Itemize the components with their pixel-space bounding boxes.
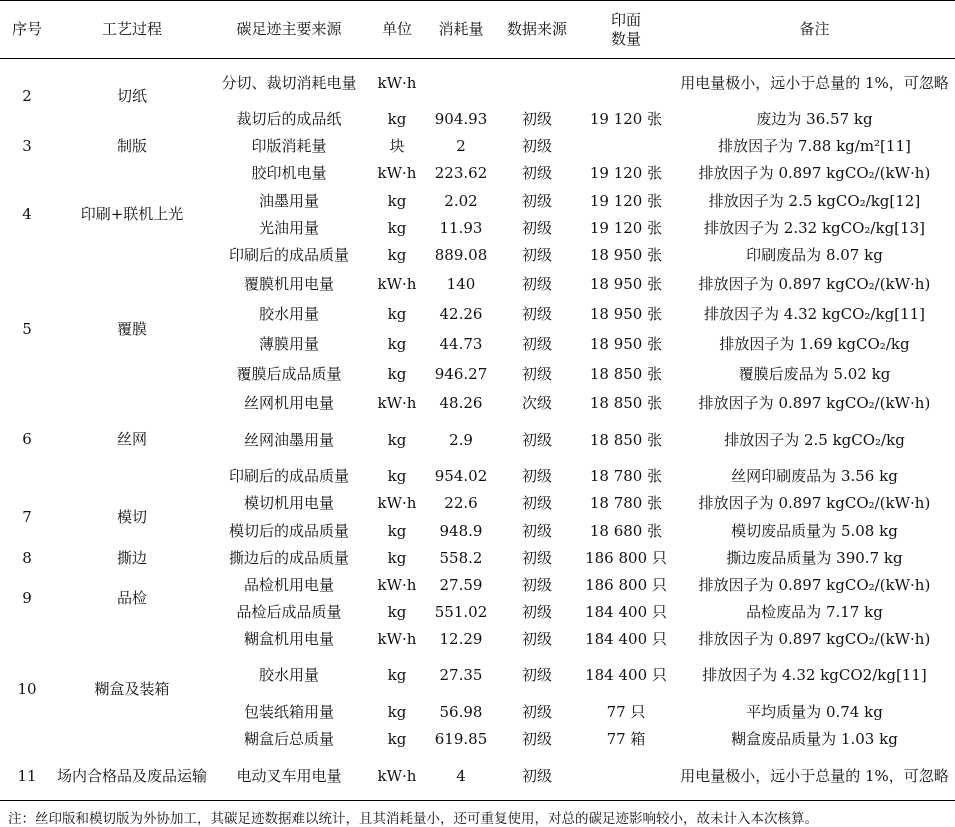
cell-print-qty: 186 800 只 — [585, 575, 667, 594]
cell-source: 印版消耗量 — [251, 136, 327, 155]
cell-unit: kW·h — [377, 629, 417, 648]
cell-unit: kW·h — [368, 753, 426, 801]
table-row — [0, 389, 955, 418]
header-seq: 序号 — [0, 1, 54, 59]
table-row — [0, 160, 955, 188]
cell-note: 排放因子为 0.897 kgCO₂/(kW·h) — [698, 629, 931, 648]
cell-data-source — [496, 59, 578, 107]
cell-consumption: 551.02 — [434, 602, 488, 621]
cell-consumption: 948.9 — [439, 521, 483, 540]
cell-note: 撕边废品质量为 390.7 kg — [726, 548, 903, 567]
cell-seq: 10 — [17, 679, 37, 698]
cell-consumption: 12.29 — [439, 629, 483, 648]
table-row — [0, 490, 955, 518]
cell-unit: kW·h — [377, 393, 417, 412]
cell-print-qty — [578, 59, 674, 107]
cell-print-qty: 19 120 张 — [589, 191, 663, 210]
cell-consumption: 4 — [426, 753, 496, 801]
cell-note: 排放因子为 0.897 kgCO₂/(kW·h) — [698, 494, 931, 513]
cell-data-source: 初级 — [521, 521, 552, 540]
header-process: 工艺过程 — [54, 1, 210, 59]
cell-source: 品检机用电量 — [243, 575, 334, 594]
cell-unit: kg — [387, 335, 407, 354]
cell-seq: 9 — [22, 589, 32, 608]
header-data-source: 数据来源 — [496, 1, 578, 59]
cell-unit: kg — [387, 702, 407, 721]
cell-note: 糊盒废品质量为 1.03 kg — [731, 729, 898, 748]
header-unit: 单位 — [368, 1, 426, 59]
cell-print-qty: 19 120 张 — [589, 110, 663, 129]
cell-unit: kg — [387, 246, 407, 265]
table-row — [0, 545, 955, 572]
cell-data-source: 初级 — [521, 629, 552, 648]
cell-note: 覆膜后废品为 5.02 kg — [738, 364, 891, 383]
table-row — [0, 626, 955, 653]
cell-process: 覆膜 — [116, 319, 147, 338]
cell-source: 电动叉车用电量 — [210, 753, 368, 801]
cell-seq: 3 — [22, 136, 32, 155]
cell-print-qty: 18 950 张 — [589, 305, 663, 324]
cell-source: 丝网油墨用量 — [243, 430, 334, 449]
cell-data-source: 初级 — [521, 430, 552, 449]
cell-seq: 4 — [22, 205, 32, 224]
cell-note: 排放因子为 2.5 kgCO₂/kg[12] — [708, 191, 921, 210]
cell-unit: kg — [387, 364, 407, 383]
cell-source: 裁切后的成品纸 — [236, 110, 342, 129]
cell-note: 排放因子为 2.32 kgCO₂/kg[13] — [704, 218, 925, 237]
table-row — [0, 572, 955, 599]
cell-unit: kg — [387, 521, 407, 540]
table-header-row — [0, 1, 955, 59]
cell-note: 排放因子为 2.5 kgCO₂/kg — [724, 430, 905, 449]
cell-print-qty: 77 只 — [606, 702, 646, 721]
cell-unit: kW·h — [377, 164, 417, 183]
cell-unit: kg — [387, 430, 407, 449]
cell-unit: kg — [387, 729, 407, 748]
cell-consumption: 223.62 — [434, 164, 488, 183]
cell-consumption: 48.26 — [439, 393, 483, 412]
cell-unit: kg — [387, 110, 407, 129]
cell-note: 丝网印刷废品为 3.56 kg — [731, 466, 898, 485]
header-print-qty: 印面 数量 — [578, 1, 674, 59]
cell-unit: kg — [387, 666, 407, 685]
cell-print-qty: 184 400 只 — [585, 602, 667, 621]
cell-seq: 11 — [0, 753, 54, 801]
cell-consumption: 11.93 — [439, 218, 483, 237]
cell-data-source: 初级 — [521, 275, 552, 294]
cell-consumption: 42.26 — [439, 305, 483, 324]
cell-source: 撕边后的成品质量 — [228, 548, 349, 567]
cell-print-qty: 18 850 张 — [589, 393, 663, 412]
cell-note: 排放因子为 4.32 kgCO₂/kg[11] — [704, 305, 925, 324]
table-row — [0, 59, 955, 107]
cell-consumption: 558.2 — [439, 548, 483, 567]
cell-note: 模切废品质量为 5.08 kg — [731, 521, 898, 540]
cell-consumption: 22.6 — [444, 494, 478, 513]
cell-unit: 块 — [389, 136, 405, 155]
cell-source: 薄膜用量 — [258, 335, 319, 354]
cell-unit: kg — [387, 602, 407, 621]
cell-source: 糊盒后总质量 — [243, 729, 334, 748]
cell-source: 印刷后的成品质量 — [228, 466, 349, 485]
cell-seq: 5 — [22, 319, 32, 338]
cell-process: 丝网 — [116, 429, 147, 448]
cell-note: 排放因子为 0.897 kgCO₂/(kW·h) — [698, 164, 931, 183]
cell-data-source: 初级 — [521, 335, 552, 354]
cell-source: 覆膜机用电量 — [243, 275, 334, 294]
header-source: 碳足迹主要来源 — [210, 1, 368, 59]
cell-note: 废边为 36.57 kg — [756, 110, 873, 129]
cell-unit: kW·h — [377, 275, 417, 294]
cell-data-source: 初级 — [521, 666, 552, 685]
cell-note: 印刷废品为 8.07 kg — [746, 246, 883, 265]
cell-data-source: 初级 — [521, 164, 552, 183]
table-row — [0, 753, 955, 801]
cell-consumption — [426, 59, 496, 107]
cell-note: 排放因子为 7.88 kg/m²[11] — [718, 136, 911, 155]
cell-consumption: 954.02 — [434, 466, 488, 485]
cell-source: 胶水用量 — [258, 666, 319, 685]
table-row — [0, 270, 955, 300]
table-footnote: 注：丝印版和模切版为外协加工，其碳足迹数据难以统计，且其消耗量小，还可重复使用，对总的碳足迹影响较小，故未计入本次核算。 — [8, 811, 818, 827]
cell-unit: kg — [387, 218, 407, 237]
cell-process: 制版 — [116, 136, 147, 155]
cell-data-source: 初级 — [521, 191, 552, 210]
cell-print-qty: 18 950 张 — [589, 335, 663, 354]
cell-data-source: 初级 — [521, 246, 552, 265]
cell-unit: kW·h — [377, 494, 417, 513]
cell-process: 场内合格品及废品运输 — [54, 753, 210, 801]
cell-data-source: 初级 — [521, 218, 552, 237]
cell-data-source: 初级 — [521, 575, 552, 594]
cell-consumption: 56.98 — [439, 702, 483, 721]
cell-consumption: 27.59 — [439, 575, 483, 594]
cell-unit: kg — [387, 548, 407, 567]
cell-note: 排放因子为 0.897 kgCO₂/(kW·h) — [698, 275, 931, 294]
cell-data-source: 初级 — [521, 602, 552, 621]
cell-consumption: 2.02 — [444, 191, 478, 210]
cell-data-source: 初级 — [521, 305, 552, 324]
header-note: 备注 — [674, 1, 955, 59]
cell-source: 胶印机电量 — [251, 164, 327, 183]
cell-note: 品检废品为 7.17 kg — [746, 602, 883, 621]
cell-data-source: 初级 — [521, 494, 552, 513]
cell-note: 用电量极小，远小于总量的 1%，可忽略 — [674, 753, 955, 801]
cell-print-qty: 18 950 张 — [589, 275, 663, 294]
cell-unit: kW·h — [377, 575, 417, 594]
header-consumption: 消耗量 — [426, 1, 496, 59]
cell-source: 品检后成品质量 — [236, 602, 342, 621]
cell-data-source: 次级 — [521, 393, 552, 412]
cell-source: 胶水用量 — [258, 305, 319, 324]
cell-process: 印刷+联机上光 — [80, 205, 184, 224]
cell-note: 用电量极小，远小于总量的 1%，可忽略 — [680, 73, 949, 92]
cell-unit: kW·h — [377, 73, 417, 92]
cell-source: 包装纸箱用量 — [243, 702, 334, 721]
cell-seq: 2 — [22, 86, 32, 105]
cell-print-qty: 184 400 只 — [585, 666, 667, 685]
cell-note: 排放因子为 1.69 kgCO₂/kg — [719, 335, 910, 354]
cell-source: 油墨用量 — [258, 191, 319, 210]
cell-consumption: 619.85 — [434, 729, 488, 748]
cell-data-source: 初级 — [521, 364, 552, 383]
cell-process: 撕边 — [116, 548, 147, 567]
cell-note: 平均质量为 0.74 kg — [746, 702, 883, 721]
cell-process: 切纸 — [116, 86, 147, 105]
cell-source: 印刷后的成品质量 — [228, 246, 349, 265]
cell-source: 糊盒机用电量 — [243, 629, 334, 648]
cell-print-qty: 18 850 张 — [589, 430, 663, 449]
cell-unit: kg — [387, 305, 407, 324]
cell-unit: kg — [387, 466, 407, 485]
cell-print-qty: 186 800 只 — [585, 548, 667, 567]
cell-consumption: 2 — [456, 136, 466, 155]
cell-data-source: 初级 — [521, 702, 552, 721]
cell-consumption: 27.35 — [439, 666, 483, 685]
cell-source: 分切、裁切消耗电量 — [221, 73, 357, 92]
cell-print-qty: 18 850 张 — [589, 364, 663, 383]
cell-process: 糊盒及装箱 — [94, 679, 170, 698]
cell-source: 模切机用电量 — [243, 494, 334, 513]
cell-source: 覆膜后成品质量 — [236, 364, 342, 383]
cell-consumption: 140 — [446, 275, 476, 294]
cell-note: 排放因子为 0.897 kgCO₂/(kW·h) — [698, 393, 931, 412]
cell-note: 排放因子为 0.897 kgCO₂/(kW·h) — [698, 575, 931, 594]
cell-note: 排放因子为 4.32 kgCO2/kg[11] — [702, 666, 927, 685]
cell-print-qty: 184 400 只 — [585, 629, 667, 648]
cell-print-qty: 18 780 张 — [589, 494, 663, 513]
cell-unit: kg — [387, 191, 407, 210]
cell-source: 丝网机用电量 — [243, 393, 334, 412]
table-body — [0, 59, 955, 801]
cell-print-qty: 18 680 张 — [589, 521, 663, 540]
cell-data-source: 初级 — [521, 548, 552, 567]
cell-process: 品检 — [116, 589, 147, 608]
cell-print-qty — [578, 133, 674, 160]
cell-print-qty — [578, 753, 674, 801]
cell-process: 模切 — [116, 507, 147, 526]
cell-consumption: 904.93 — [434, 110, 488, 129]
cell-print-qty: 77 箱 — [606, 729, 646, 748]
cell-source: 光油用量 — [258, 218, 319, 237]
cell-print-qty: 18 780 张 — [589, 466, 663, 485]
cell-data-source: 初级 — [496, 753, 578, 801]
cell-consumption: 2.9 — [449, 430, 473, 449]
cell-seq: 6 — [22, 429, 32, 448]
cell-print-qty: 19 120 张 — [589, 164, 663, 183]
cell-seq: 8 — [22, 548, 32, 567]
cell-seq: 7 — [22, 507, 32, 526]
cell-print-qty: 18 950 张 — [589, 246, 663, 265]
cell-source: 模切后的成品质量 — [228, 521, 349, 540]
cell-consumption: 946.27 — [434, 364, 488, 383]
cell-data-source: 初级 — [521, 729, 552, 748]
cell-consumption: 889.08 — [434, 246, 488, 265]
cell-consumption: 44.73 — [439, 335, 483, 354]
cell-data-source: 初级 — [521, 136, 552, 155]
cell-data-source: 初级 — [521, 110, 552, 129]
cell-print-qty: 19 120 张 — [589, 218, 663, 237]
cell-data-source: 初级 — [521, 466, 552, 485]
table-row — [0, 133, 955, 160]
